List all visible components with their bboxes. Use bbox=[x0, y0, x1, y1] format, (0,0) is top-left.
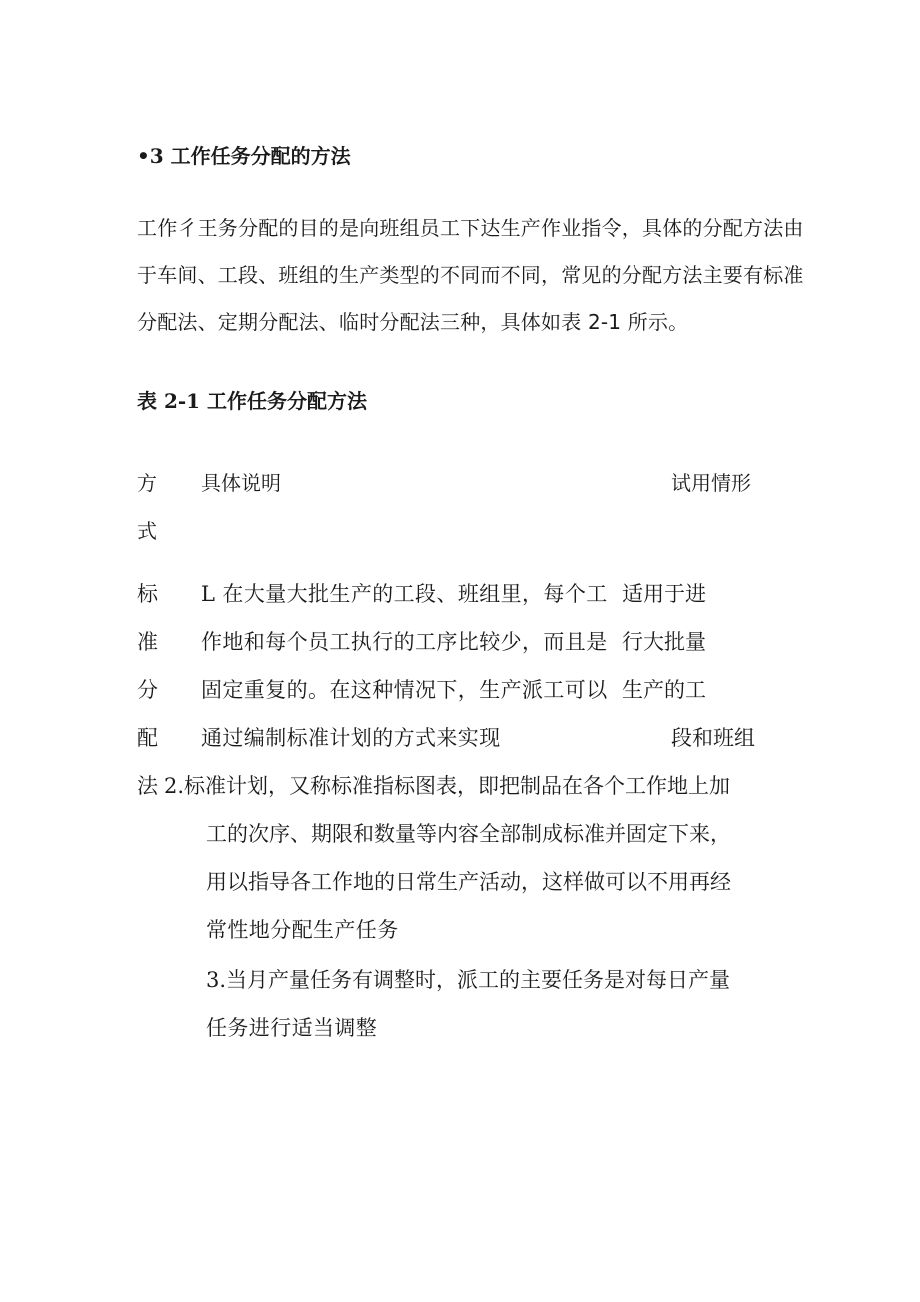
section-heading: •3 工作任务分配的方法 bbox=[137, 144, 351, 168]
description-line-10: 任务进行适当调整 bbox=[206, 1016, 378, 1040]
description-line-1: L 在大量大批生产的工段、班组里，每个工 bbox=[201, 582, 608, 606]
intro-line-1: 工作彳王务分配的目的是向班组员工下达生产作业指令，具体的分配方法由 bbox=[137, 216, 804, 240]
applicable-line-2: 行大批量 bbox=[622, 630, 706, 654]
description-line-7: 用以指导各工作地的日常生产活动，这样做可以不用再经 bbox=[206, 870, 731, 894]
description-line-6: 工的次序、期限和数量等内容全部制成标准并固定下来， bbox=[206, 822, 731, 846]
header-applicable: 试用情形 bbox=[671, 471, 751, 495]
header-method-line2: 式 bbox=[137, 519, 157, 543]
intro-line-3: 分配法、定期分配法、临时分配法三种，具体如表 2-1 所示。 bbox=[137, 310, 689, 334]
header-method-line1: 方 bbox=[137, 471, 157, 495]
applicable-line-4: 段和班组 bbox=[671, 726, 755, 750]
table-title: 表 2-1 工作任务分配方法 bbox=[137, 389, 368, 413]
header-description: 具体说明 bbox=[201, 471, 281, 495]
applicable-line-1: 适用于进 bbox=[622, 582, 706, 606]
description-line-5: 2.标准计划，又称标准指标图表，即把制品在各个工作地上加 bbox=[164, 774, 731, 798]
intro-line-2: 于车间、工段、班组的生产类型的不同而不同，常见的分配方法主要有标准 bbox=[137, 263, 804, 287]
description-line-4: 通过编制标准计划的方式来实现 bbox=[201, 726, 501, 750]
description-line-9: 3.当月产量任务有调整时，派工的主要任务是对每日产量 bbox=[206, 968, 731, 992]
description-line-8: 常性地分配生产任务 bbox=[206, 918, 399, 942]
method-char-5: 法 bbox=[137, 774, 158, 798]
method-char-3: 分 bbox=[137, 678, 158, 702]
description-line-2: 作地和每个员工执行的工序比较少，而且是 bbox=[201, 630, 608, 654]
method-char-1: 标 bbox=[137, 582, 158, 606]
description-line-3: 固定重复的。在这种情况下，生产派工可以 bbox=[201, 678, 608, 702]
applicable-line-3: 生产的工 bbox=[622, 678, 706, 702]
method-char-2: 准 bbox=[137, 630, 158, 654]
method-char-4: 配 bbox=[137, 726, 158, 750]
